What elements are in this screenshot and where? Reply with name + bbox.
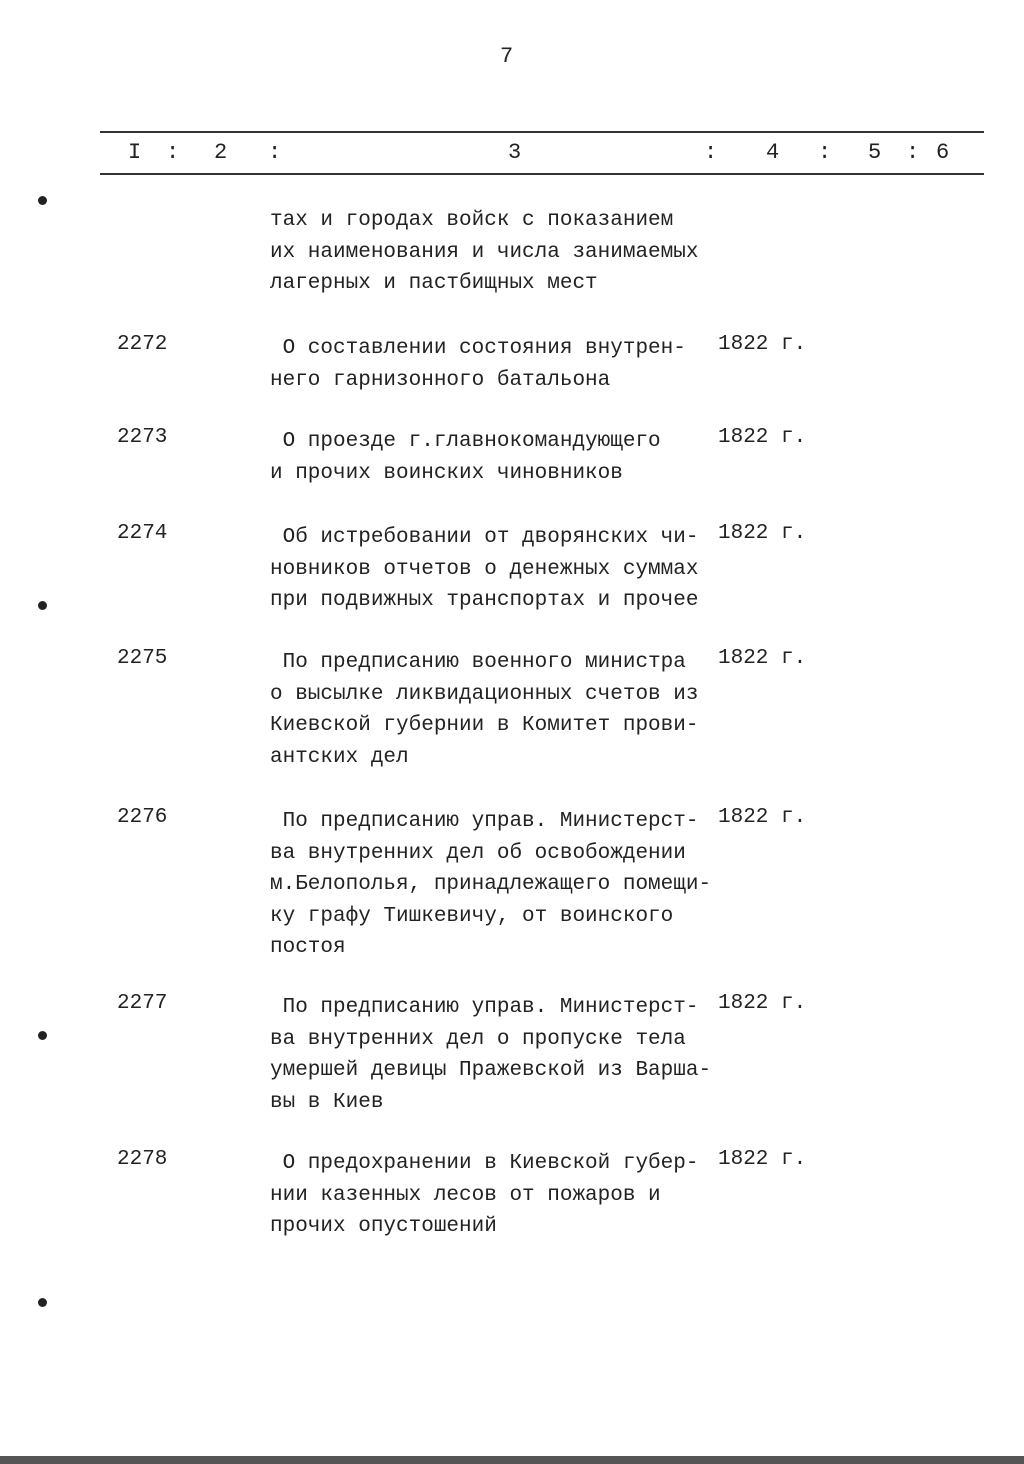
desc-line: По предписанию управ. Министерст- (270, 996, 699, 1019)
desc-line: умершей девицы Пражевской из Варша- (270, 1059, 712, 1082)
entry-description (270, 426, 661, 489)
desc-line: По предписанию управ. Министерст- (270, 810, 699, 833)
desc-line: По предписанию военного министра (270, 651, 686, 674)
punch-hole-mark (38, 1298, 47, 1307)
desc-line: ку графу Тишкевичу, от воинского (270, 904, 674, 928)
col-1-header: I (128, 140, 142, 165)
entry-year: 1822 г. (718, 426, 807, 449)
case-number: 2272 (117, 333, 168, 356)
desc-line: постоя (270, 936, 346, 959)
case-number: 2278 (117, 1148, 168, 1171)
scan-edge (0, 1456, 1024, 1464)
desc-line: О предохранении в Киевской губер- (270, 1152, 699, 1175)
case-number: 2275 (117, 647, 168, 670)
entry-description (270, 333, 686, 396)
desc-line: Киевской губернии в Комитет прови- (270, 714, 699, 737)
desc-line: новников отчетов о денежных суммах (270, 557, 699, 581)
entry-year: 1822 г. (718, 1148, 807, 1171)
entry-description (270, 1148, 698, 1243)
col-2-header: 2 (214, 140, 228, 165)
desc-line: о высылке ликвидационных счетов из (270, 682, 699, 706)
desc-line: лагерных и пастбищных мест (270, 272, 598, 295)
desc-line: ва внутренних дел о пропуске тела (270, 1027, 686, 1051)
desc-line: тах и городах войск с показанием (270, 209, 674, 232)
entry-year: 1822 г. (718, 333, 807, 356)
desc-line: О составлении состояния внутрен- (270, 337, 686, 360)
entry-year: 1822 г. (718, 992, 807, 1015)
entry-description (270, 992, 711, 1118)
desc-line: вы в Киев (270, 1090, 384, 1114)
desc-line: него гарнизонного батальона (270, 368, 611, 392)
col-3-header: 3 (508, 140, 522, 165)
col-5-header: 5 (868, 140, 882, 165)
desc-line: и прочих воинских чиновников (270, 461, 623, 485)
case-number: 2274 (117, 522, 168, 545)
punch-hole-mark (38, 196, 47, 205)
header-bottom-rule (100, 173, 984, 175)
entry-year: 1822 г. (718, 806, 807, 829)
case-number: 2277 (117, 992, 168, 1015)
case-number: 2276 (117, 806, 168, 829)
desc-line: О проезде г.главнокомандующего (270, 430, 661, 453)
entry-description (270, 647, 698, 773)
case-number: 2273 (117, 426, 168, 449)
desc-line: антских дел (270, 745, 409, 769)
desc-line: ва внутренних дел об освобождении (270, 841, 686, 865)
page-number: 7 (500, 44, 514, 69)
desc-line: м.Белополья, принадлежащего помещи- (270, 873, 712, 896)
entry-description (270, 806, 711, 964)
header-top-rule (100, 131, 984, 133)
punch-hole-mark (38, 601, 47, 610)
entry-year: 1822 г. (718, 522, 807, 545)
punch-hole-mark (38, 1031, 47, 1040)
desc-line: прочих опустошений (270, 1215, 497, 1238)
entry-year: 1822 г. (718, 647, 807, 670)
desc-line: при подвижных транспортах и прочее (270, 589, 699, 612)
col-6-header: 6 (936, 140, 950, 165)
desc-line: их наименования и числа занимаемых (270, 240, 699, 264)
desc-line: нии казенных лесов от пожаров и (270, 1183, 661, 1207)
entry-description (270, 522, 698, 617)
col-4-header: 4 (766, 140, 780, 165)
desc-line: Об истребовании от дворянских чи- (270, 526, 699, 549)
entry-description (270, 205, 698, 300)
